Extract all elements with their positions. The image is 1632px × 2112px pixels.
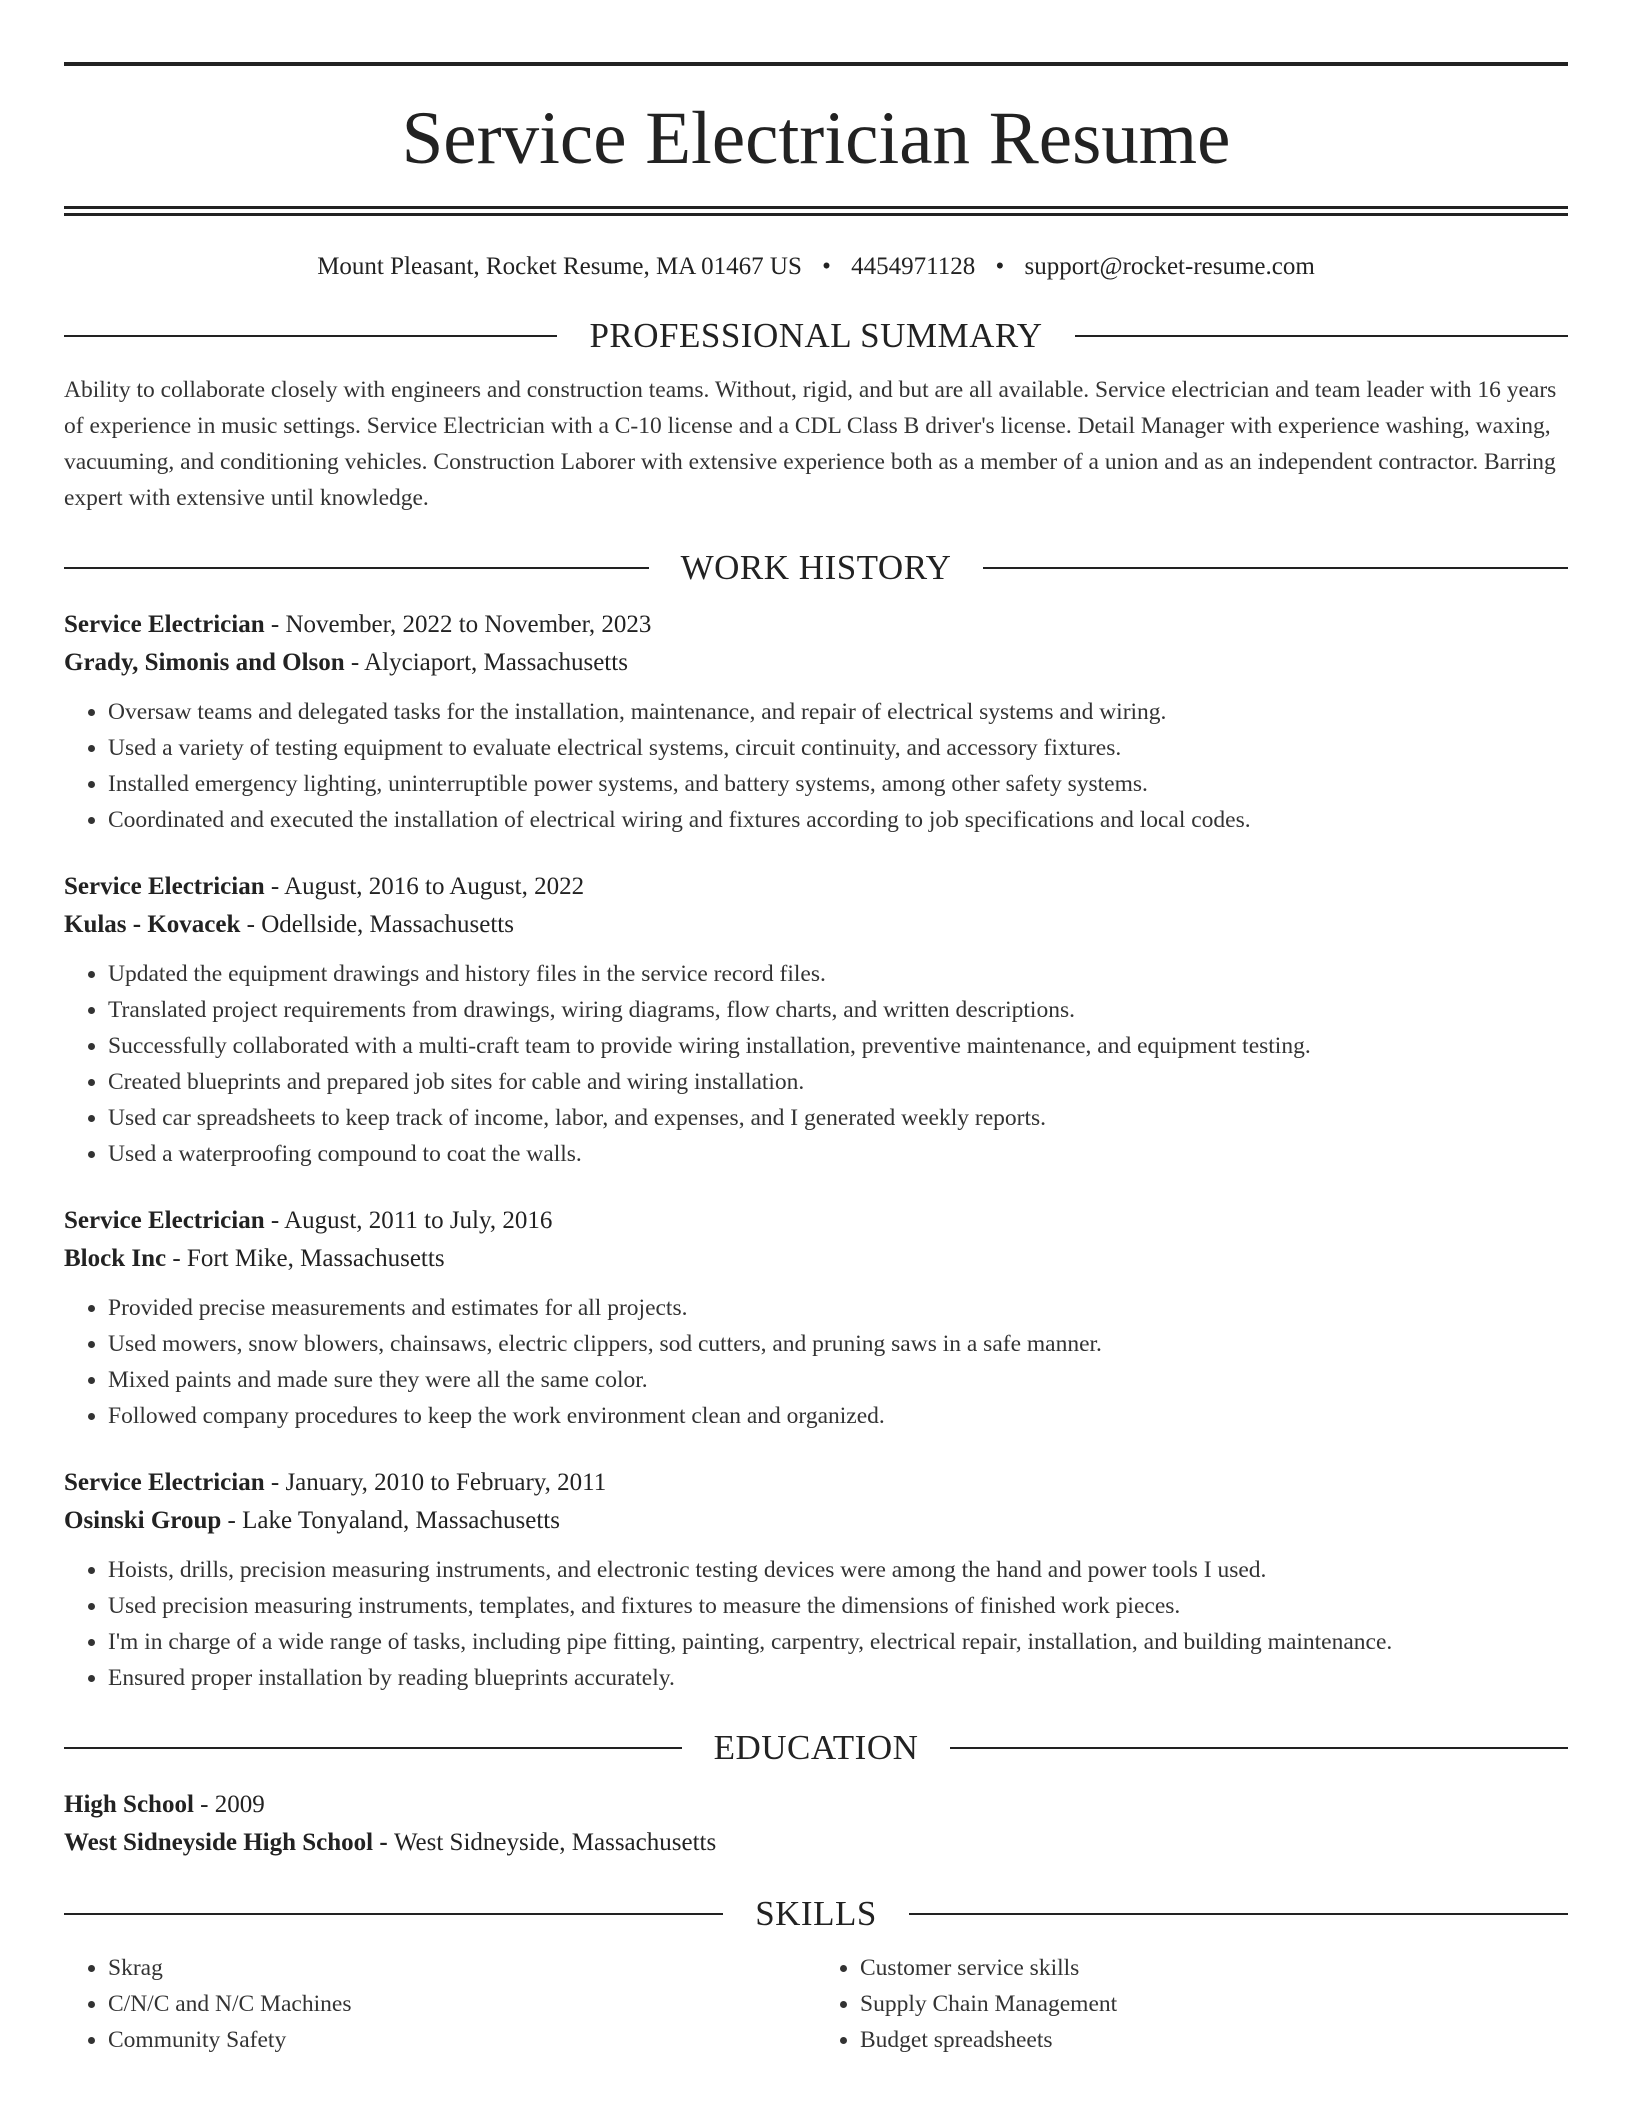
- section-rule-left: [64, 335, 557, 337]
- skills-columns: [64, 1950, 1568, 2058]
- job-dates: - August, 2011 to July, 2016: [264, 1207, 553, 1234]
- skills-list-left: [64, 1950, 816, 2058]
- list-item: • Installed emergency lighting, uninterruptible power systems, and battery systems, among other safety systems.: [108, 766, 1568, 802]
- section-rule-right: [1075, 335, 1568, 337]
- contact-phone: 4454971128: [851, 253, 976, 280]
- job-title-line: [64, 1464, 1568, 1502]
- section-rule-left: [64, 1913, 723, 1915]
- section-rule-left: [64, 567, 649, 569]
- list-item: • C/N/C and N/C Machines: [108, 1986, 816, 2022]
- education-location: West Sidneyside, Massachusetts: [393, 1829, 717, 1856]
- job-company: Osinski Group: [64, 1507, 222, 1534]
- list-item: • Community Safety: [108, 2022, 816, 2058]
- section-rule-left: [64, 1747, 682, 1749]
- list-item: • Used precision measuring instruments, templates, and fixtures to measure the dimensions of finished work pieces.: [108, 1588, 1568, 1624]
- page-title: Service Electrician Resume: [401, 97, 1231, 180]
- summary-text: Ability to collaborate closely with engineers and construction teams. Without, rigid, and but are all available. Service electrician and team leader with 16 years of experience in music settings. Service Electrician with a C-10 license and a CDL Class B driver's license. Detail Manager with experience washing, waxing, vacuuming, and conditioning vehicles. Construction Laborer with extensive experience both as a member of a union and as an independent contractor. Barring expert with extensive until knowledge.: [64, 377, 1557, 511]
- job-location: - Fort Mike, Massachusetts: [166, 1245, 445, 1272]
- job-entry: [64, 1464, 1568, 1696]
- section-heading-education: [64, 1726, 1568, 1770]
- list-item: • Created blueprints and prepared job sites for cable and wiring installation.: [108, 1064, 1568, 1100]
- list-item: • Followed company procedures to keep the work environment clean and organized.: [108, 1398, 1568, 1434]
- list-item: • I'm in charge of a wide range of tasks, including pipe fitting, painting, carpentry, electrical repair, installation, and building maintenance.: [108, 1624, 1568, 1660]
- section-heading-skills: [64, 1892, 1568, 1936]
- contact-address: Mount Pleasant, Rocket Resume, MA 01467 US: [317, 253, 802, 280]
- contact-separator: •: [995, 253, 1005, 280]
- list-item: • Successfully collaborated with a multi-craft team to provide wiring installation, preventive maintenance, and equipment testing.: [108, 1028, 1568, 1064]
- job-company-line: [64, 906, 1568, 944]
- education-year: - 2009: [193, 1791, 265, 1818]
- skills-list-right: [816, 1950, 1568, 2058]
- job-bullets: [64, 956, 1568, 1172]
- list-item: • Oversaw teams and delegated tasks for the installation, maintenance, and repair of electrical systems and wiring.: [108, 694, 1568, 730]
- job-dates: - November, 2022 to November, 2023: [264, 611, 652, 638]
- job-bullets: [64, 694, 1568, 838]
- contact-line: [64, 250, 1568, 284]
- job-title-line: [64, 868, 1568, 906]
- section-title: SKILLS: [755, 1894, 877, 1933]
- job-location: - Alyciaport, Massachusetts: [344, 649, 628, 676]
- job-company-line: [64, 1502, 1568, 1540]
- list-item: • Used a waterproofing compound to coat the walls.: [108, 1136, 1568, 1172]
- job-dates: - January, 2010 to February, 2011: [264, 1469, 607, 1496]
- section-rule-right: [983, 567, 1568, 569]
- job-company: Block Inc: [64, 1245, 167, 1272]
- list-item: • Coordinated and executed the installation of electrical wiring and fixtures according to job specifications and local codes.: [108, 802, 1568, 838]
- education-school: West Sidneyside High School: [64, 1829, 374, 1856]
- list-item: • Mixed paints and made sure they were all the same color.: [108, 1362, 1568, 1398]
- job-title: Service Electrician: [64, 1469, 265, 1496]
- list-item: • Supply Chain Management: [860, 1986, 1568, 2022]
- education-degree-line: [64, 1786, 1568, 1824]
- section-title: WORK HISTORY: [680, 548, 952, 587]
- job-title-line: [64, 1202, 1568, 1240]
- job-entry: [64, 1202, 1568, 1434]
- job-title: Service Electrician: [64, 1207, 265, 1234]
- section-rule-right: [950, 1747, 1568, 1749]
- section-title: EDUCATION: [713, 1728, 919, 1767]
- resume-page: [64, 0, 1568, 2058]
- list-item: • Updated the equipment drawings and history files in the service record files.: [108, 956, 1568, 992]
- contact-email: support@rocket-resume.com: [1024, 253, 1315, 280]
- job-dates: - August, 2016 to August, 2022: [264, 873, 585, 900]
- education-entry: [64, 1786, 1568, 1862]
- education-degree: High School: [64, 1791, 194, 1818]
- section-heading-summary: [64, 314, 1568, 358]
- list-item: • Skrag: [108, 1950, 816, 1986]
- section-title: PROFESSIONAL SUMMARY: [589, 316, 1043, 355]
- job-title-line: [64, 606, 1568, 644]
- list-item: • Budget spreadsheets: [860, 2022, 1568, 2058]
- job-bullets: [64, 1290, 1568, 1434]
- list-item: • Used car spreadsheets to keep track of income, labor, and expenses, and I generated weekly reports.: [108, 1100, 1568, 1136]
- list-item: • Provided precise measurements and estimates for all projects.: [108, 1290, 1568, 1326]
- job-title: Service Electrician: [64, 611, 265, 638]
- job-company: Kulas - Kovacek: [64, 911, 241, 938]
- job-location: - Lake Tonyaland, Massachusetts: [221, 1507, 560, 1534]
- top-rule: [64, 62, 1568, 66]
- job-title: Service Electrician: [64, 873, 265, 900]
- list-item: • Used a variety of testing equipment to evaluate electrical systems, circuit continuity, and accessory fixtures.: [108, 730, 1568, 766]
- job-location: - Odellside, Massachusetts: [240, 911, 514, 938]
- job-company: Grady, Simonis and Olson: [64, 649, 345, 676]
- job-entry: [64, 868, 1568, 1172]
- job-company-line: [64, 644, 1568, 682]
- job-entry: [64, 606, 1568, 838]
- contact-separator: •: [822, 253, 831, 280]
- title-double-rule: [64, 206, 1568, 216]
- section-rule-right: [909, 1913, 1568, 1915]
- education-school-line: [64, 1824, 1568, 1862]
- section-heading-work-history: [64, 546, 1568, 590]
- list-item: • Used mowers, snow blowers, chainsaws, electric clippers, sod cutters, and pruning saws in a safe manner.: [108, 1326, 1568, 1362]
- education-school-separator: -: [373, 1829, 394, 1856]
- list-item: • Ensured proper installation by reading blueprints accurately.: [108, 1660, 1568, 1696]
- job-company-line: [64, 1240, 1568, 1278]
- list-item: • Customer service skills: [860, 1950, 1568, 1986]
- list-item: • Hoists, drills, precision measuring instruments, and electronic testing devices were among the hand and power tools I used.: [108, 1552, 1568, 1588]
- list-item: • Translated project requirements from drawings, wiring diagrams, flow charts, and written descriptions.: [108, 992, 1568, 1028]
- job-bullets: [64, 1552, 1568, 1696]
